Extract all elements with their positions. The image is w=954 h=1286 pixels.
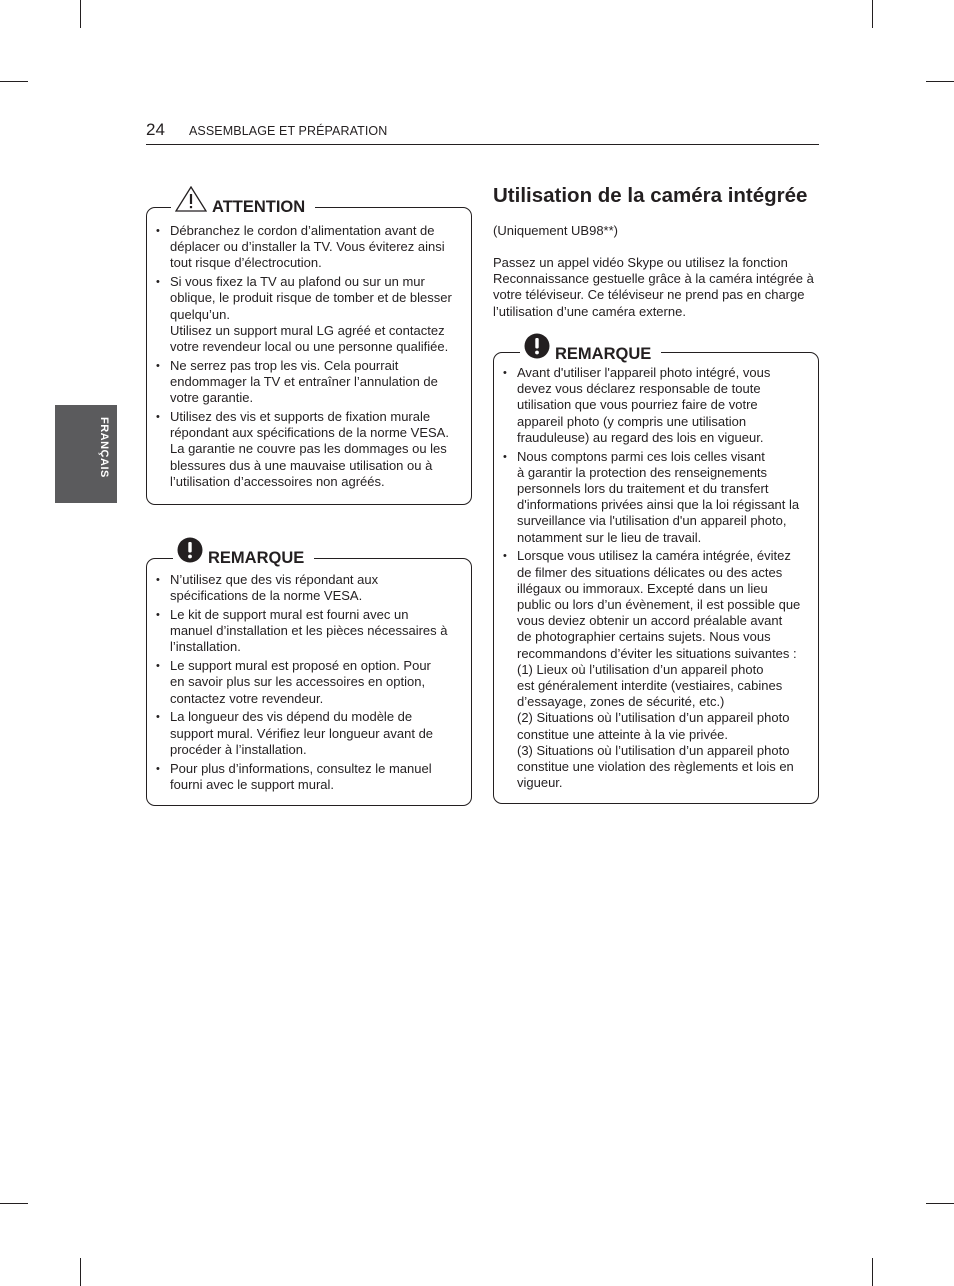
intro-paragraph: Passez un appel vidéo Skype ou utilisez la fonction Reconnaissance gestuelle grâce à la caméra intégrée à votre téléviseur. Ce téléviseur ne prend pas en charge l’utilisation d’une caméra externe. [493, 255, 814, 319]
list-item: • Ne serrez pas trop les vis. Cela pourrait endommager la TV et entraîner l’annulation de votre garantie. [147, 358, 471, 407]
remarque-title: REMARQUE [208, 549, 305, 567]
page-number: 24 [146, 120, 165, 139]
list-item: • La longueur des vis dépend du modèle de support mural. Vérifiez leur longueur avant de procéder à l’installation. [147, 709, 471, 758]
list-item: • Lorsque vous utilisez la caméra intégrée, évitez de filmer des situations délicates ou des actes illégaux ou immoraux. Excepté dans un lieu public ou lors d’un évènement, il est possible que vous deviez obtenir un accord préalable avant de photographier certains sujets. Nous vous recommandons d’éviter les situations suivantes : (1) Lieux où l’utilisation d’un appareil photo est généralement interdite (vestiaires, cabines d’essayage, zones de sécurité, etc.) (2) Situations où l’utilisation d’un appareil photo constitue une atteinte à la vie privée. (3) Situations où l’utilisation d’un appareil photo constitue une violation des règlements et lois en vigueur. [494, 548, 818, 791]
remarque-box-left [146, 549, 472, 806]
attention-title: ATTENTION [212, 198, 306, 216]
model-note: (Uniquement UB98**) [493, 223, 619, 238]
crop-mark [872, 1258, 873, 1286]
list-item: • Le support mural est proposé en option. Pour en savoir plus sur les accessoires en option, contactez votre revendeur. [147, 658, 471, 707]
list-item: • Pour plus d’informations, consultez le manuel fourni avec le support mural. [147, 761, 471, 793]
remarque-box-header [173, 540, 314, 568]
language-tab-label: FRANÇAIS [98, 417, 110, 478]
list-item: • Débranchez le cordon d’alimentation avant de déplacer ou d’installer la TV. Vous éviterez ainsi tout risque d’électrocution. [147, 223, 471, 272]
list-item: • Le kit de support mural est fourni avec un manuel d’installation et les pièces nécessaires à l’installation. [147, 607, 471, 656]
crop-mark [872, 0, 873, 28]
exclamation-circle-icon [177, 537, 203, 568]
list-item: • Nous comptons parmi ces lois celles visant à garantir la protection des renseignements personnels lors du traitement et du transfert d'informations privées ainsi que la loi régissant la surveillance via l'utilisation d'un appareil photo, notamment sur le lieu de travail. [494, 449, 818, 546]
page-header [146, 120, 819, 145]
remarque-list [494, 365, 818, 791]
attention-list [147, 223, 471, 490]
exclamation-circle-icon [524, 333, 550, 364]
crop-mark [0, 1203, 28, 1204]
crop-mark [926, 81, 954, 82]
list-item: • Avant d'utiliser l'appareil photo intégré, vous devez vous déclarez responsable de toute utilisation que vous pourriez faire de votre appareil photo (y compris une utilisation frauduleuse) au regard des lois en vigueur. [494, 365, 818, 446]
list-item: • Utilisez des vis et supports de fixation murale répondant aux spécifications de la norme VESA. La garantie ne couvre pas les dommages ou les blessures dus à une mauvaise utilisation ou à l’utilisation d’accessoires non agréés. [147, 409, 471, 490]
crop-mark [80, 1258, 81, 1286]
remarque-list [147, 572, 471, 793]
remarque-box-header [520, 336, 661, 364]
list-item: • N’utilisez que des vis répondant aux spécifications de la norme VESA. [147, 572, 471, 604]
list-item: • Si vous fixez la TV au plafond ou sur un mur oblique, le produit risque de tomber et de blesser quelqu’un. Utilisez un support mural LG agréé et contactez votre revendeur local ou une personne qualifiée. [147, 274, 471, 355]
crop-mark [0, 81, 28, 82]
warning-triangle-icon [175, 186, 207, 217]
language-tab [55, 405, 117, 503]
crop-mark [80, 0, 81, 28]
crop-mark [926, 1203, 954, 1204]
section-heading: Utilisation de la caméra intégrée [493, 184, 808, 207]
attention-box-header [171, 189, 315, 217]
section-title: ASSEMBLAGE ET PRÉPARATION [189, 124, 388, 138]
remarque-title: REMARQUE [555, 345, 652, 363]
remarque-box-right [493, 345, 819, 804]
attention-box [146, 198, 472, 505]
